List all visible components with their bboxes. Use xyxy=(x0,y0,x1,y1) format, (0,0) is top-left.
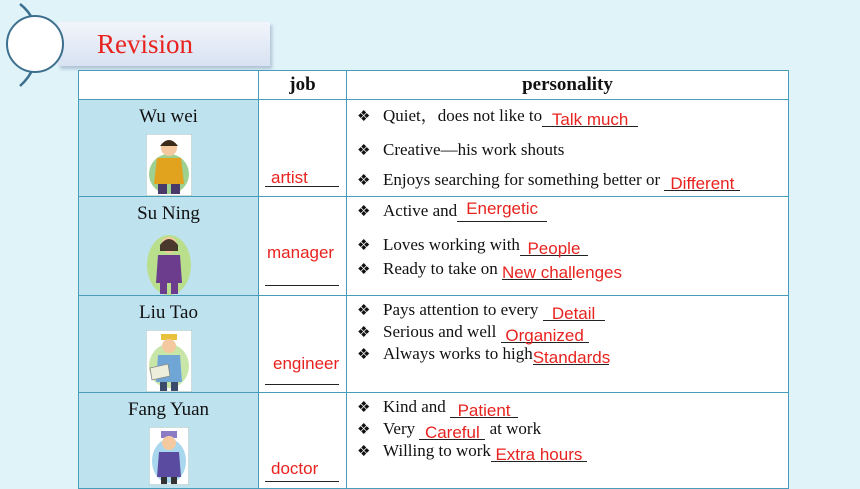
artist-illustration xyxy=(146,134,192,196)
personality-cell xyxy=(347,393,789,489)
trait-line: ❖ Very Careful at work xyxy=(357,419,542,442)
trait-line: ❖ Kind and Patient xyxy=(357,397,518,418)
answer-text: Detail xyxy=(551,304,596,323)
table-row xyxy=(79,197,789,296)
answer-blank xyxy=(664,170,740,191)
personality-cell xyxy=(347,296,789,393)
job-blank xyxy=(265,481,339,482)
answer-text: New challenges xyxy=(501,263,622,282)
trait-line: ❖ Quiet，does not like to Talk much xyxy=(357,106,638,127)
job-cell xyxy=(259,296,347,393)
engineer-illustration xyxy=(146,330,192,392)
job-cell xyxy=(259,100,347,197)
answer-text: Extra hours xyxy=(495,445,583,464)
answer-blank xyxy=(501,322,589,343)
person-name: Su Ning xyxy=(137,203,200,224)
job-answer: artist xyxy=(271,168,308,187)
trait-line: ❖ Always works to highStandards xyxy=(357,344,611,367)
person-name: Fang Yuan xyxy=(127,399,210,420)
job-blank xyxy=(265,186,339,187)
answer-text: Patient xyxy=(457,401,511,420)
answer-blank xyxy=(491,441,587,462)
person-name: Liu Tao xyxy=(138,302,198,323)
bullet-diamond-icon: ❖ xyxy=(357,325,371,341)
answer-text: Talk much xyxy=(551,110,629,129)
trait-line: ❖ Pays attention to every Detail xyxy=(357,300,605,321)
bullet-diamond-icon: ❖ xyxy=(357,204,371,220)
answer-blank xyxy=(450,397,518,418)
answer-blank xyxy=(457,201,547,222)
bullet-diamond-icon: ❖ xyxy=(357,303,371,319)
header-personality: personality xyxy=(347,71,789,100)
header-name xyxy=(79,71,259,100)
answer-blank xyxy=(533,344,609,365)
trait-line: ❖ Creative—his work shouts xyxy=(357,140,565,159)
bullet-diamond-icon: ❖ xyxy=(357,109,371,125)
bullet-diamond-icon: ❖ xyxy=(357,422,371,438)
trait-line: ❖ Serious and well Organized xyxy=(357,322,589,343)
trait-line: ❖ Enjoys searching for something better or Different xyxy=(357,170,740,191)
answer-blank xyxy=(543,300,605,321)
answer-blank xyxy=(419,419,485,440)
answer-text: Careful xyxy=(424,423,480,442)
answer-blank xyxy=(501,259,622,282)
trait-line: ❖ Loves working with People xyxy=(357,235,588,256)
name-cell xyxy=(79,197,259,296)
trait-line: ❖ Active and Energetic xyxy=(357,201,547,222)
page-title: Revision xyxy=(97,29,194,59)
bullet-diamond-icon: ❖ xyxy=(357,347,371,363)
person-name: Wu wei xyxy=(139,106,198,127)
job-blank xyxy=(265,384,339,385)
answer-blank xyxy=(520,235,588,256)
trait-line: ❖ Ready to take on New challenges xyxy=(357,259,622,282)
job-answer: manager xyxy=(267,243,335,262)
answer-text: Standards xyxy=(532,348,611,367)
table-row xyxy=(79,393,789,489)
job-answer: doctor xyxy=(271,459,319,478)
answer-text: Organized xyxy=(505,326,584,345)
doctor-illustration xyxy=(149,427,189,485)
personality-cell xyxy=(347,100,789,197)
answer-text: People xyxy=(527,239,581,258)
bullet-diamond-icon: ❖ xyxy=(357,444,371,460)
header-job: job xyxy=(259,71,347,100)
table-row xyxy=(79,100,789,197)
table-header-row xyxy=(79,71,789,100)
title-circle xyxy=(6,15,64,73)
bullet-diamond-icon: ❖ xyxy=(357,238,371,254)
trait-line: ❖ Willing to work Extra hours xyxy=(357,441,587,462)
manager-illustration xyxy=(145,231,193,295)
name-cell xyxy=(79,393,259,489)
name-cell xyxy=(79,296,259,393)
revision-table xyxy=(78,70,789,489)
job-cell xyxy=(259,393,347,489)
bullet-diamond-icon: ❖ xyxy=(357,143,371,159)
job-cell xyxy=(259,197,347,296)
name-cell xyxy=(79,100,259,197)
table-row xyxy=(79,296,789,393)
bullet-diamond-icon: ❖ xyxy=(357,262,371,278)
bullet-diamond-icon: ❖ xyxy=(357,400,371,416)
answer-text: Different xyxy=(670,174,735,193)
personality-cell xyxy=(347,197,789,296)
answer-text: Energetic xyxy=(466,199,539,218)
bullet-diamond-icon: ❖ xyxy=(357,173,371,189)
job-blank xyxy=(265,285,339,286)
answer-blank xyxy=(542,106,638,127)
job-answer: engineer xyxy=(273,354,340,373)
